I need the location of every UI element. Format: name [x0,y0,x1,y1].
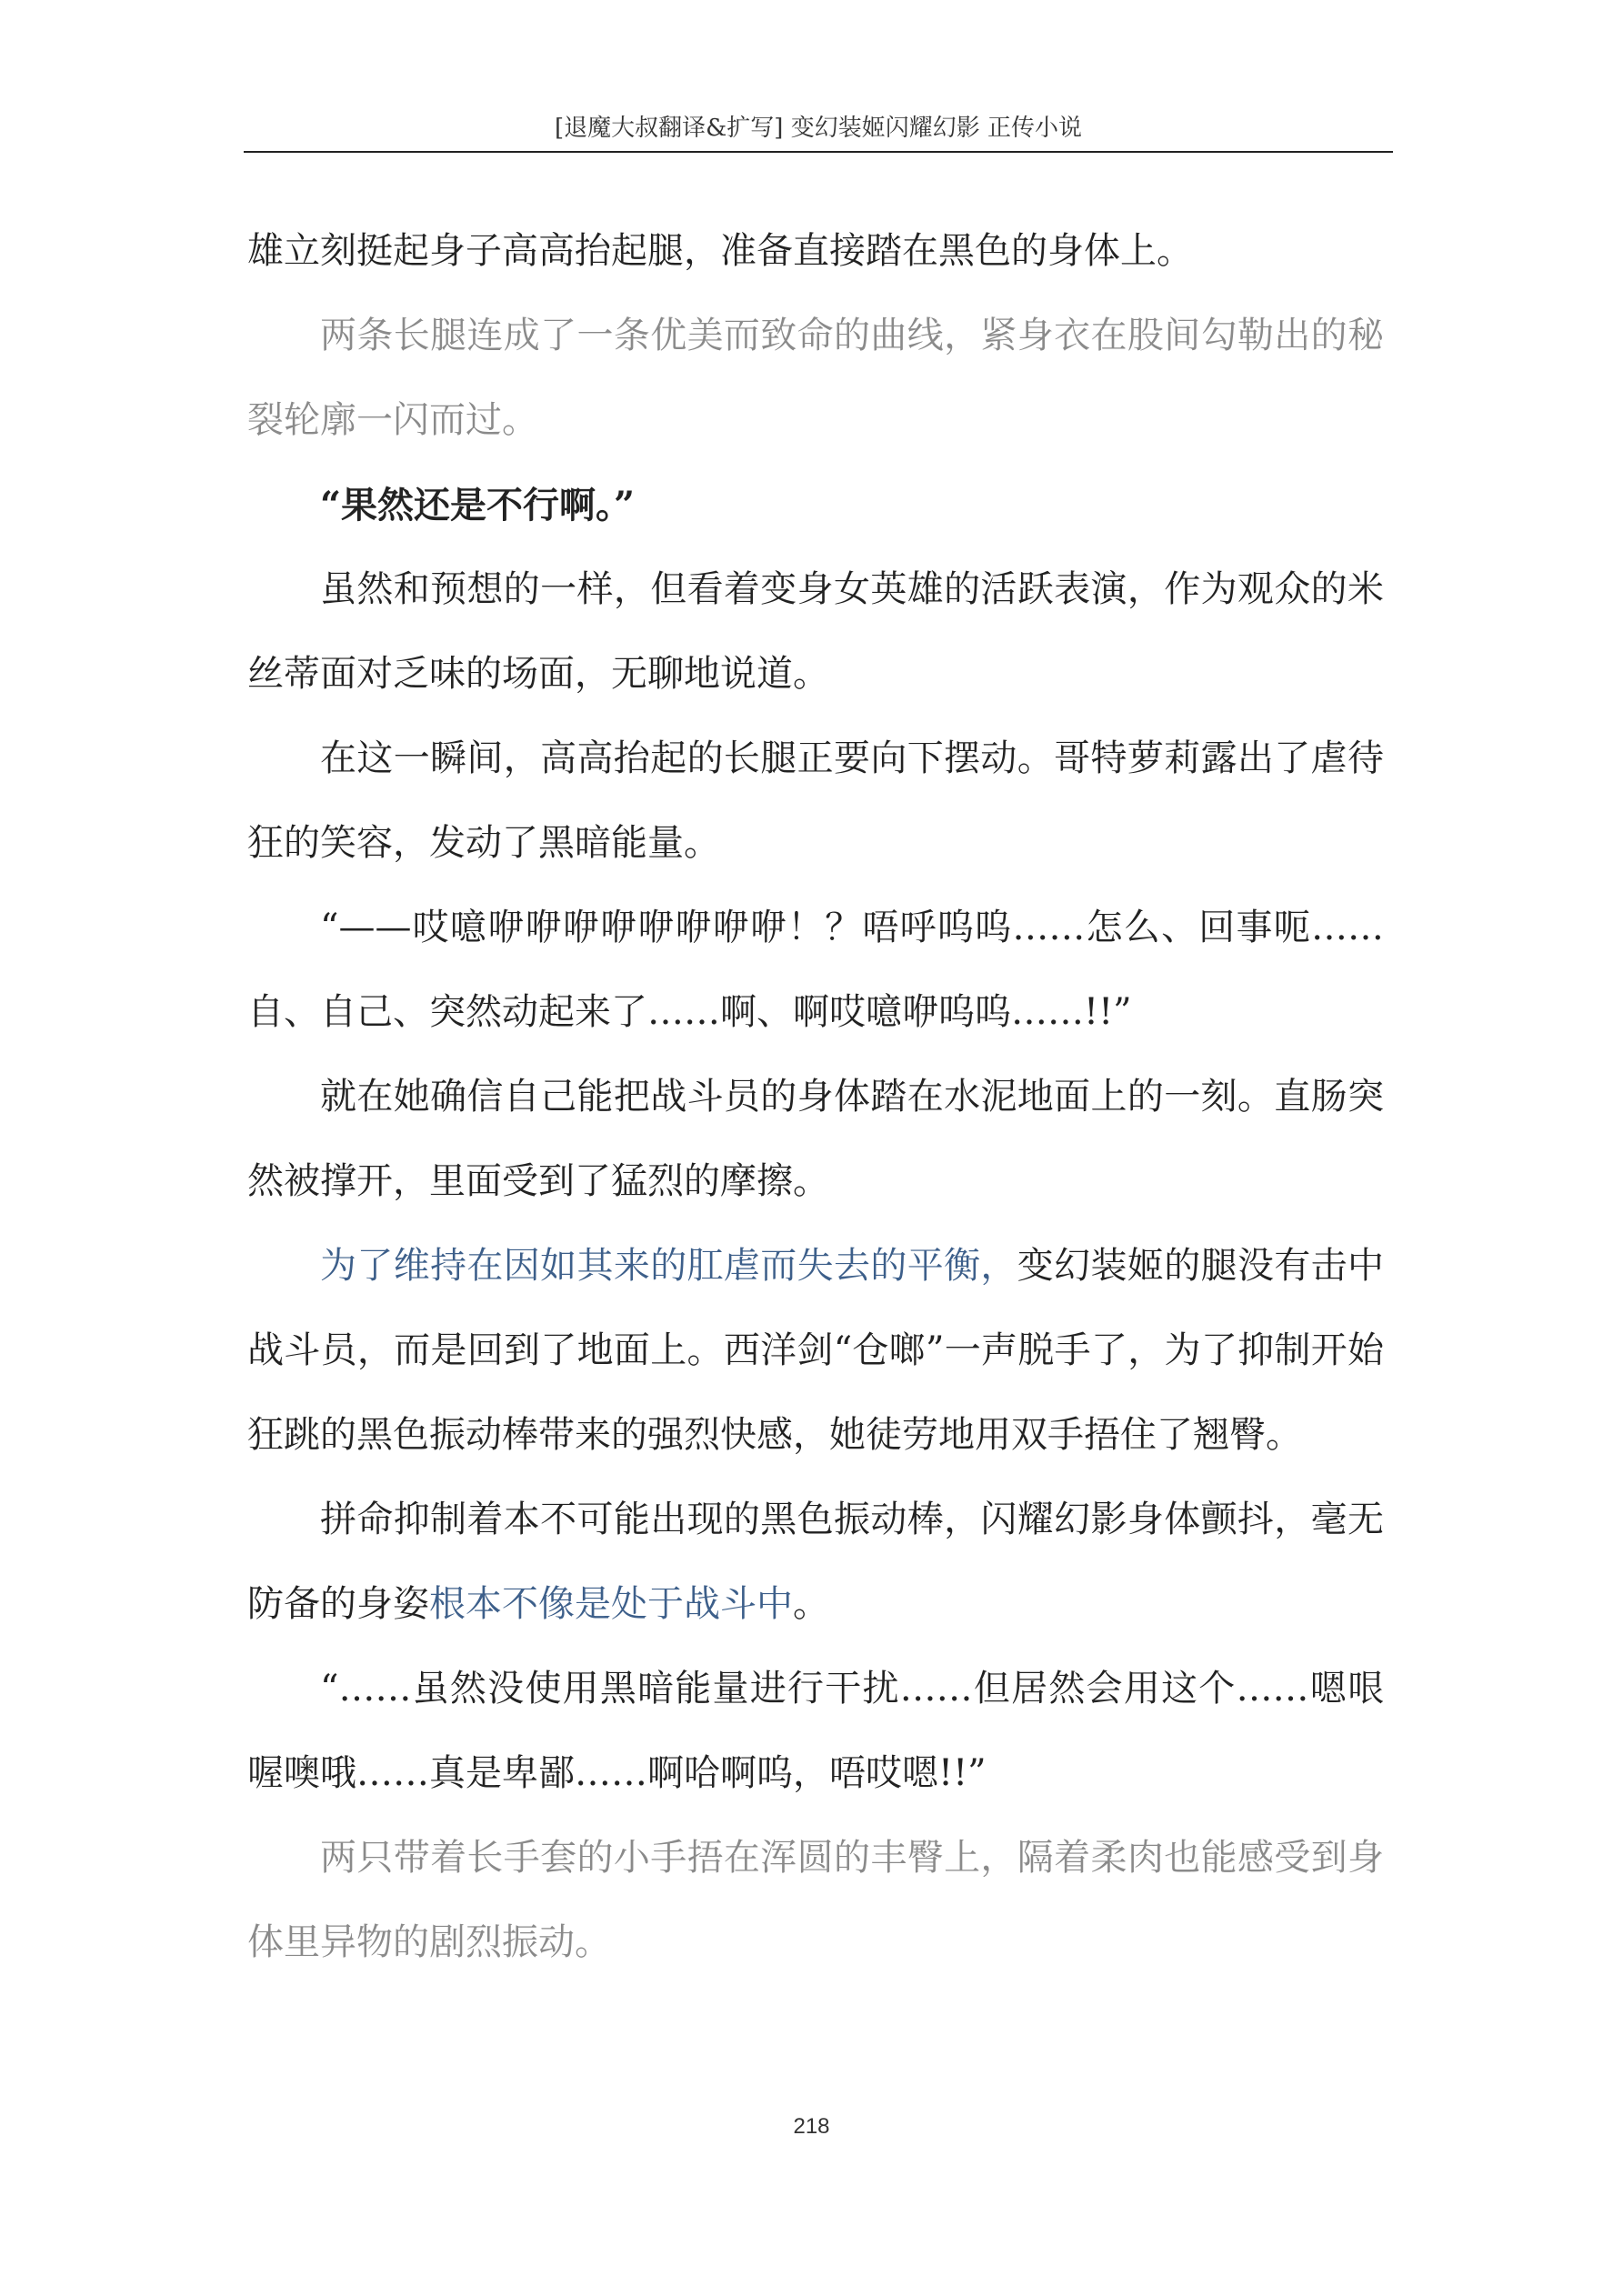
paragraph-9 [247,1478,1384,1647]
paragraph-8 [247,1224,1384,1478]
paragraph-1: 雄立刻挺起身子高高抬起腿，准备直接踏在黑色的身体上。 [247,230,1193,272]
paragraph-5: 在这一瞬间，高高抬起的长腿正要向下摆动。哥特萝莉露出了虐待狂的笑容，发动了黑暗能量。 [247,737,1384,864]
paragraph-7: 就在她确信自己能把战斗员的身体踏在水泥地面上的一刻。直肠突然被撑开，里面受到了猛烈的摩擦。 [247,1076,1384,1202]
paragraph-9-text: 拼命抑制着本不可能出现的黑色振动棒，闪耀幻影身体颤抖，毫无防备的身姿 [247,1499,1384,1625]
running-header: [退魔大叔翻译&扩写] 变幻装姬闪耀幻影 正传小说 [555,115,1082,142]
body-text [247,209,1384,1985]
highlighted-phrase: 为了维持在因如其来的肛虐而失去的平衡， [320,1245,1017,1287]
paragraph-11: 两只带着长手套的小手捂在浑圆的丰臀上，隔着柔肉也能感受到身体里异物的剧烈振动。 [247,1837,1384,1963]
paragraph-3-quote: “果然还是不行啊。” [320,484,636,526]
highlighted-phrase: 根本不像是处于战斗中 [429,1583,793,1625]
paragraph-4: 虽然和预想的一样，但看着变身女英雄的活跃表演，作为观众的米丝蒂面对乏味的场面，无聊地说道。 [247,568,1384,695]
paragraph-8-text: 变幻装姬的腿没有击中战斗员，而是回到了地面上。西洋剑“仓啷”一声脱手了，为了抑制开始狂跳的黑色振动棒带来的强烈快感，她徒劳地用双手捂住了翘臀。 [247,1245,1385,1456]
page-number: 218 [793,2114,830,2139]
paragraph-10-dialogue: “……虽然没使用黑暗能量进行干扰……但居然会用这个……嗯哏喔噢哦……真是卑鄙……啊哈啊呜，唔哎嗯!!” [247,1668,1384,1794]
paragraph-2: 两条长腿连成了一条优美而致命的曲线，紧身衣在股间勾勒出的秘裂轮廓一闪而过。 [247,315,1384,441]
paragraph-9-tail: 。 [793,1583,829,1625]
paragraph-6-dialogue: “——哎噫咿咿咿咿咿咿咿咿！？唔呼呜呜……怎么、回事呃……自、自己、突然动起来了……啊、啊哎噫咿呜呜……!!” [247,907,1384,1033]
header-divider [244,151,1393,153]
